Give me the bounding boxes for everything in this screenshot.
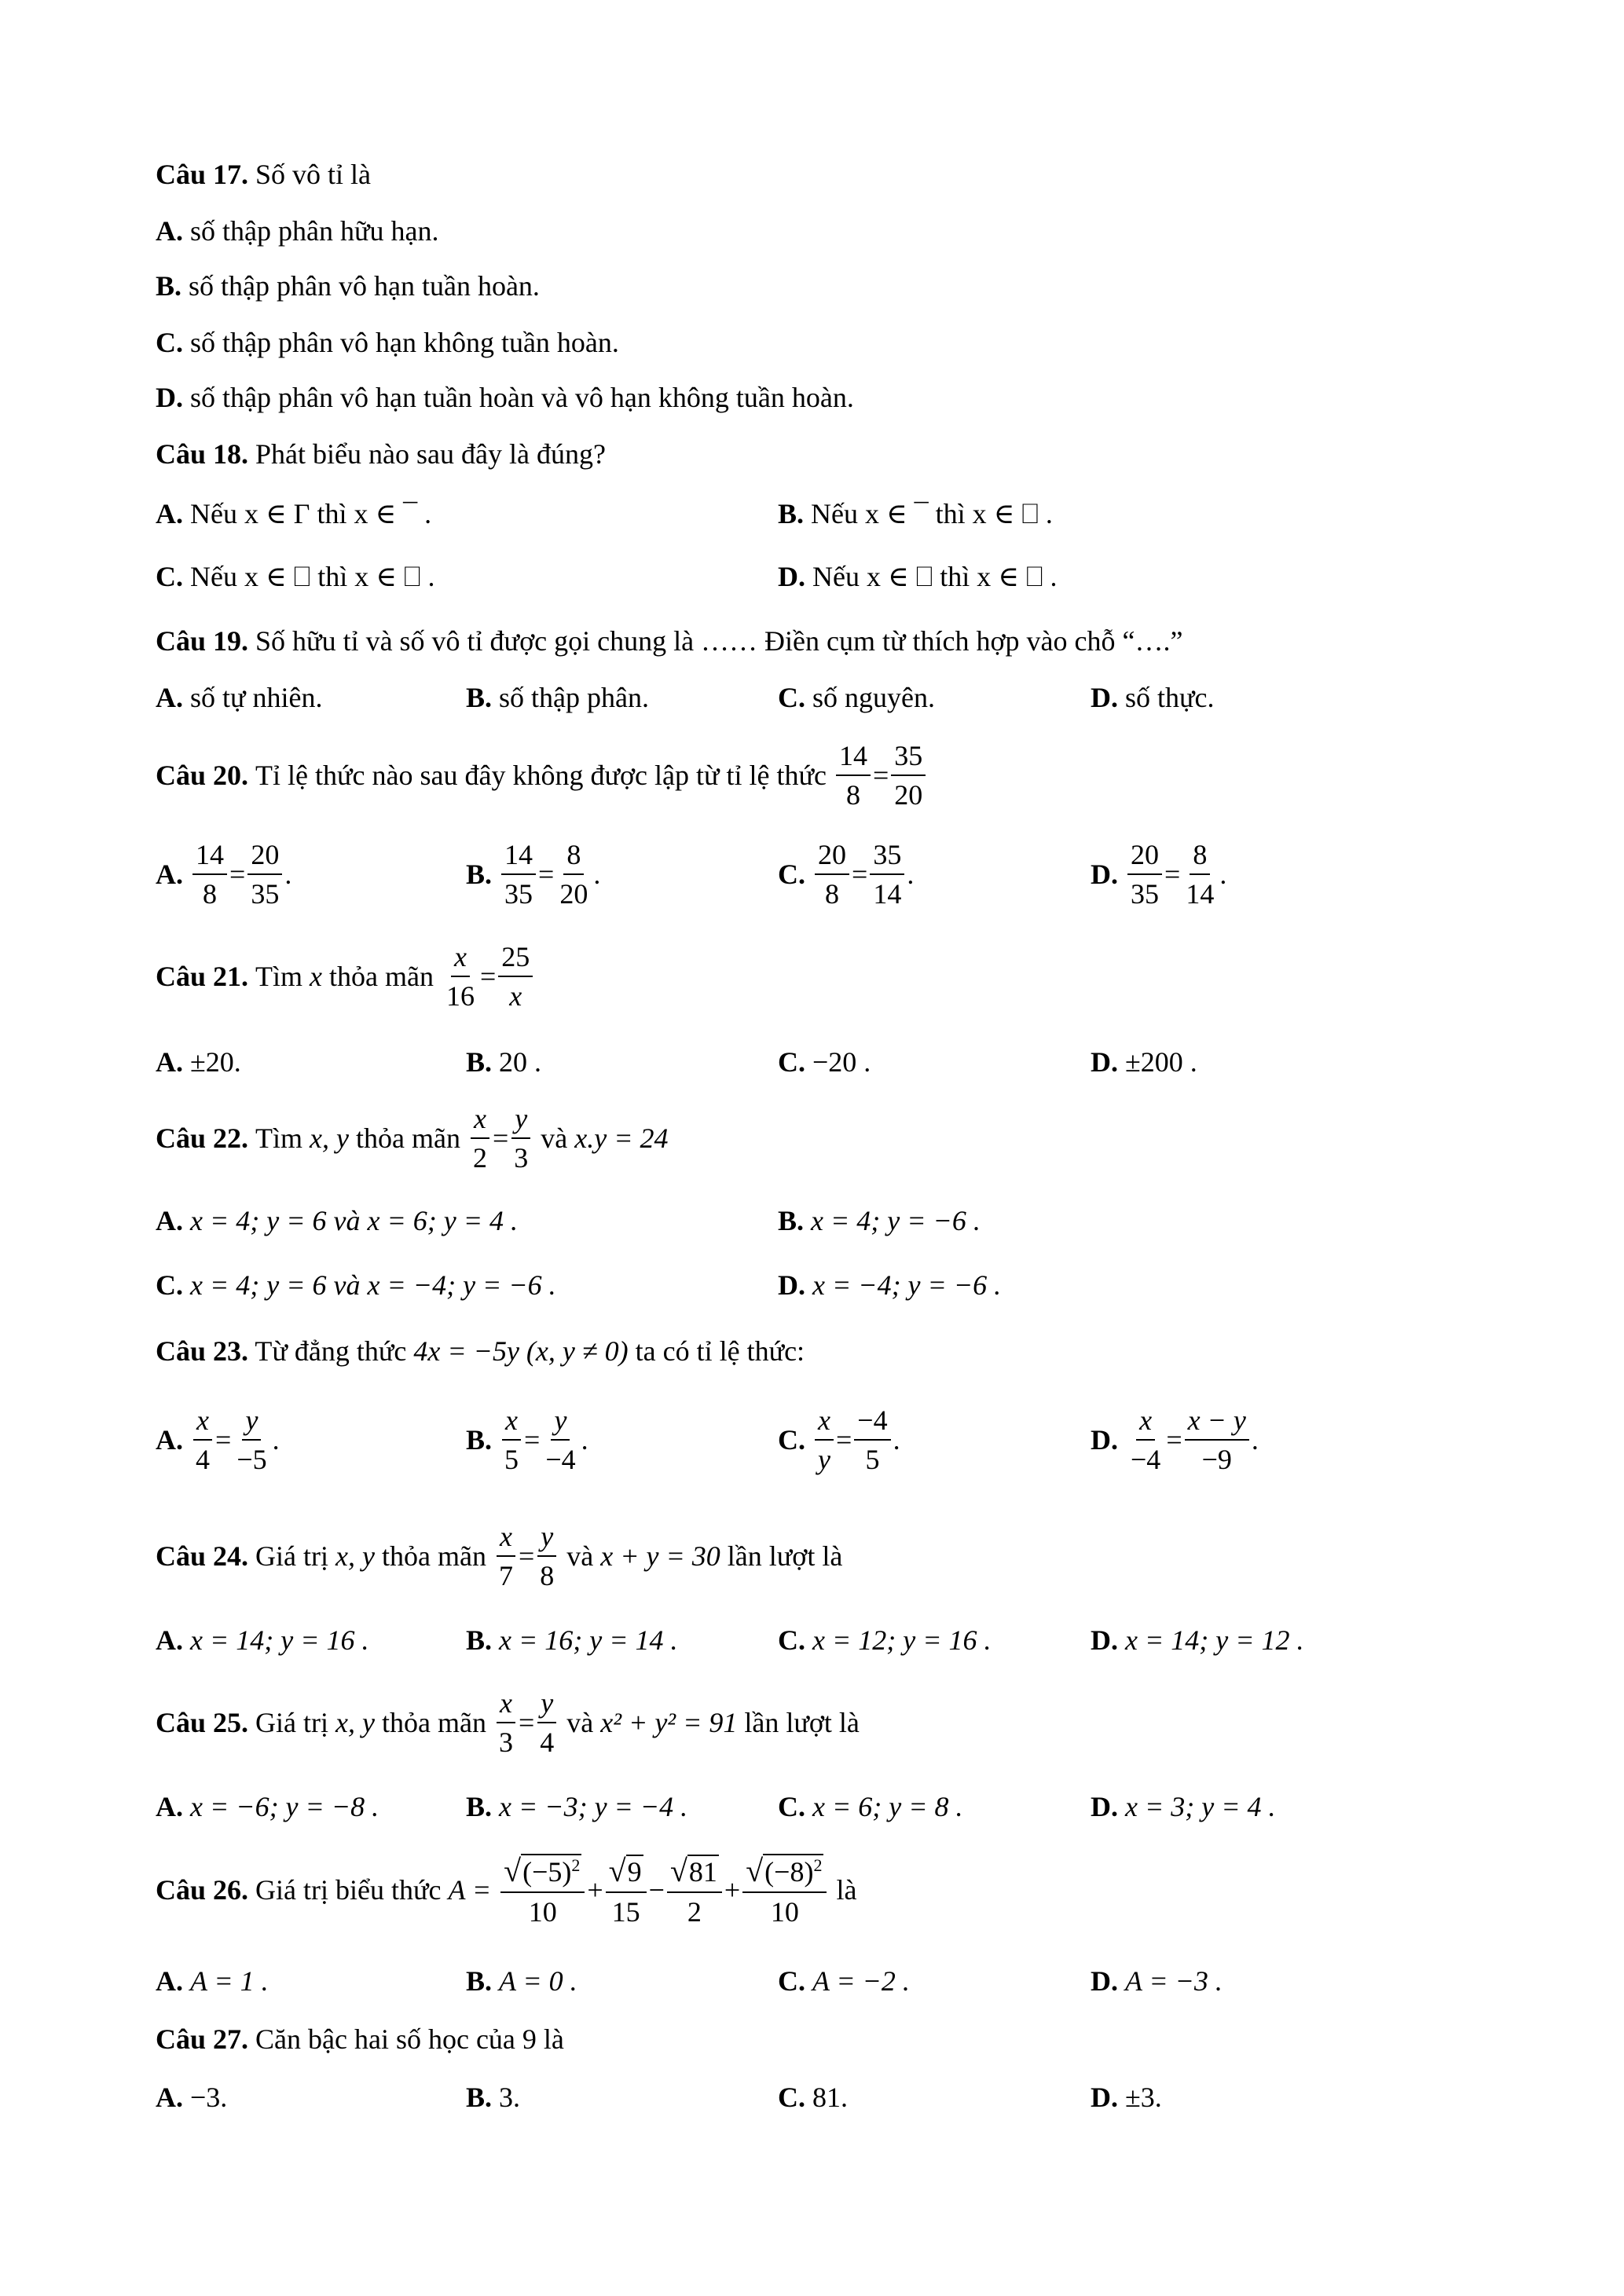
question-19: Câu 19. Số hữu tỉ và số vô tỉ được gọi chung là …… Điền cụm từ thích hợp vào chỗ “….” bbox=[156, 625, 1183, 657]
options-row: A. x = −6; y = −8 . B. x = −3; y = −4 . C. x = 6; y = 8 . D. x = 3; y = 4 . bbox=[156, 1791, 1276, 1822]
options-row: A. x = 14; y = 16 . B. x = 16; y = 14 . C. x = 12; y = 16 . D. x = 14; y = 12 . bbox=[156, 1624, 1304, 1656]
term-1: $\frac{√(-5)^2}{10}$ bbox=[500, 1854, 585, 1926]
question-25: Câu 25. Giá trị x, y thỏa mãn $\frac{x}{3}$ = $\frac{y}{4}$ và x² + y² = 91 lần lượt là bbox=[156, 1687, 860, 1758]
options-row: A. x = 4; y = 6 và x = 6; y = 4 . B. x = 4; y = −6 . bbox=[156, 1205, 981, 1236]
term-2: $\frac{√9}{15}$ bbox=[606, 1855, 647, 1926]
question-number: Câu 17. bbox=[156, 159, 249, 190]
options-row: A. A = 1 . B. A = 0 . C. A = −2 . D. A = −3 . bbox=[156, 1965, 1223, 1997]
option-b: B. Nếu x ∈ ¯ thì x ∈ ⎕ . bbox=[778, 498, 1053, 529]
option-b: B. số thập phân vô hạn tuần hoàn. bbox=[156, 270, 540, 302]
term-4: $\frac{√(-8)^2}{10}$ bbox=[742, 1854, 827, 1926]
question-26: Câu 26. Giá trị biểu thức A = $\frac{√(-5)^2}{10}$ + $\frac{√9}{15}$ − $\frac{√81}{2}$ + $\frac{√(-8)^2}{10}$ là bbox=[156, 1852, 857, 1928]
option-d: D. Nếu x ∈ ⎕ thì x ∈ ⎕ . bbox=[778, 561, 1058, 592]
options-row: C. x = 4; y = 6 và x = −4; y = −6 . D. x = −4; y = −6 . bbox=[156, 1269, 1002, 1301]
term-3: $\frac{√81}{2}$ bbox=[667, 1855, 722, 1926]
option-c: C. Nếu x ∈ ⎕ thì x ∈ ⎕ . bbox=[156, 561, 435, 592]
option-c: C. số thập phân vô hạn không tuần hoàn. bbox=[156, 327, 619, 358]
question-24: Câu 24. Giá trị x, y thỏa mãn $\frac{x}{7}$ = $\frac{y}{8}$ và x + y = 30 lần lượt là bbox=[156, 1521, 843, 1591]
question-20: Câu 20. Tỉ lệ thức nào sau đây không được lập từ tỉ lệ thức $\frac{14}{8}$ = $\frac{35}{20}$ bbox=[156, 742, 928, 809]
option-a: A. Nếu x ∈ Γ thì x ∈ ¯ . bbox=[156, 498, 432, 529]
options-row: A. −3. B. 3. C. 81. D. ±3. bbox=[156, 2082, 1162, 2113]
options-row: A. $\frac{x}{4}$ = $\frac{y}{-5}$ . B. $\frac{x}{5}$ = $\frac{y}{-4}$ . C. $\frac{x}{y}$ = $\frac{-4}{5}$ . D. $\frac{x}{-4}$ = $\frac{x - y}{-9}$ . bbox=[156, 1404, 1259, 1475]
options-row: A. số tự nhiên. B. số thập phân. C. số nguyên. D. số thực. bbox=[156, 682, 1215, 713]
option-d: D. số thập phân vô hạn tuần hoàn và vô hạn không tuần hoàn. bbox=[156, 382, 854, 413]
question-17 bbox=[156, 160, 371, 189]
options-row bbox=[156, 562, 1491, 597]
options-row: A. ±20. B. 20 . C. −20 . D. ±200 . bbox=[156, 1046, 1197, 1078]
question-21: Câu 21. Tìm x thỏa mãn $\frac{x}{16}$ = $\frac{25}{x}$ bbox=[156, 943, 535, 1010]
question-22: Câu 22. Tìm x, y thỏa mãn $\frac{x}{2}$ = $\frac{y}{3}$ và x.y = 24 bbox=[156, 1103, 669, 1174]
option-a: A. số thập phân hữu hạn. bbox=[156, 215, 439, 247]
question-27: Câu 27. Căn bậc hai số học của 9 là bbox=[156, 2023, 564, 2055]
options-row: A. $\frac{14}{8}$ = $\frac{20}{35}$ . B. $\frac{14}{35}$ = $\frac{8}{20}$ . C. $\frac{20}{8}$ = $\frac{35}{14}$ . D. $\frac{20}{35}$ = $\frac{8}{14}$ . bbox=[156, 839, 1227, 910]
options-row bbox=[156, 500, 1491, 534]
question-18: Câu 18. Phát biểu nào sau đây là đúng? bbox=[156, 438, 606, 470]
question-text: Số vô tỉ là bbox=[255, 159, 372, 190]
question-23: Câu 23. Từ đẳng thức 4x = −5y (x, y ≠ 0) ta có tỉ lệ thức: bbox=[156, 1335, 805, 1367]
